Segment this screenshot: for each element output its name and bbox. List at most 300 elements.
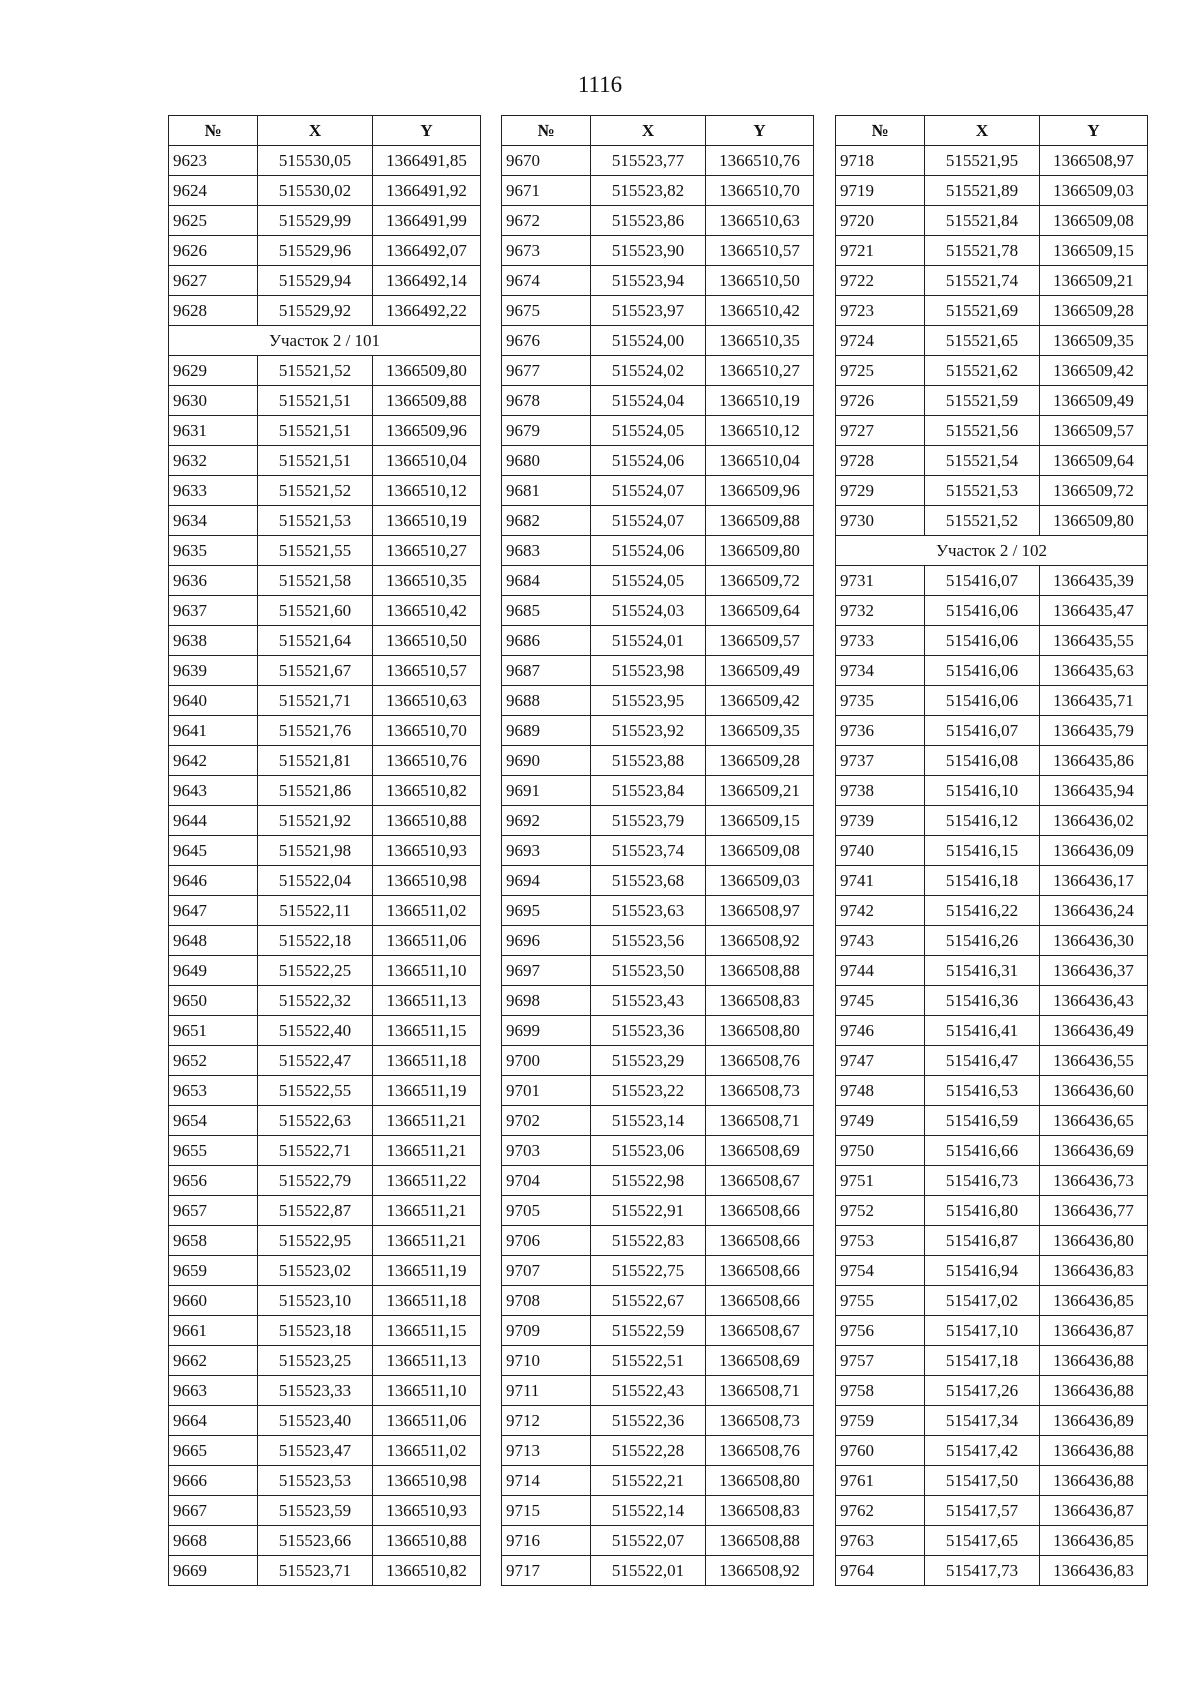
table-row	[169, 1316, 481, 1346]
table-row	[502, 1046, 814, 1076]
table-row	[169, 626, 481, 656]
y-coordinate-cell: 1366510,50	[706, 266, 814, 296]
point-number-cell: 9707	[502, 1256, 591, 1286]
x-coordinate-cell: 515522,55	[258, 1076, 373, 1106]
x-coordinate-cell: 515521,71	[258, 686, 373, 716]
point-number-cell: 9638	[169, 626, 258, 656]
y-coordinate-cell: 1366508,80	[706, 1466, 814, 1496]
point-number-cell: 9680	[502, 446, 591, 476]
y-coordinate-cell: 1366436,49	[1040, 1016, 1148, 1046]
point-number-cell: 9681	[502, 476, 591, 506]
point-number-cell: 9728	[836, 446, 925, 476]
x-coordinate-cell: 515524,04	[591, 386, 706, 416]
x-coordinate-cell: 515523,53	[258, 1466, 373, 1496]
point-number-cell: 9661	[169, 1316, 258, 1346]
point-number-cell: 9762	[836, 1496, 925, 1526]
y-coordinate-cell: 1366435,39	[1040, 566, 1148, 596]
y-coordinate-cell: 1366508,76	[706, 1436, 814, 1466]
y-coordinate-cell: 1366508,80	[706, 1016, 814, 1046]
x-coordinate-cell: 515417,26	[925, 1376, 1040, 1406]
point-number-cell: 9760	[836, 1436, 925, 1466]
x-coordinate-cell: 515522,28	[591, 1436, 706, 1466]
point-number-cell: 9666	[169, 1466, 258, 1496]
point-number-cell: 9636	[169, 566, 258, 596]
y-coordinate-cell: 1366509,64	[706, 596, 814, 626]
table-row	[169, 416, 481, 446]
point-number-cell: 9714	[502, 1466, 591, 1496]
table-row	[169, 746, 481, 776]
table-row	[502, 986, 814, 1016]
point-number-cell: 9694	[502, 866, 591, 896]
y-coordinate-cell: 1366511,06	[373, 926, 481, 956]
point-number-cell: 9642	[169, 746, 258, 776]
x-coordinate-cell: 515523,71	[258, 1556, 373, 1586]
x-coordinate-cell: 515521,53	[258, 506, 373, 536]
point-number-cell: 9667	[169, 1496, 258, 1526]
point-number-cell: 9627	[169, 266, 258, 296]
x-coordinate-cell: 515521,78	[925, 236, 1040, 266]
y-coordinate-cell: 1366510,12	[373, 476, 481, 506]
x-coordinate-cell: 515522,04	[258, 866, 373, 896]
y-coordinate-cell: 1366510,19	[373, 506, 481, 536]
point-number-cell: 9639	[169, 656, 258, 686]
y-coordinate-cell: 1366508,97	[706, 896, 814, 926]
table-row	[836, 716, 1148, 746]
x-coordinate-cell: 515522,79	[258, 1166, 373, 1196]
y-coordinate-cell: 1366511,21	[373, 1136, 481, 1166]
point-number-cell: 9655	[169, 1136, 258, 1166]
y-coordinate-cell: 1366508,66	[706, 1286, 814, 1316]
y-coordinate-cell: 1366436,09	[1040, 836, 1148, 866]
point-number-cell: 9686	[502, 626, 591, 656]
table-row	[502, 1016, 814, 1046]
point-number-cell: 9709	[502, 1316, 591, 1346]
y-coordinate-cell: 1366436,65	[1040, 1106, 1148, 1136]
coordinate-table-2	[501, 115, 814, 1586]
table-row	[502, 1166, 814, 1196]
y-coordinate-cell: 1366509,57	[1040, 416, 1148, 446]
x-coordinate-cell: 515522,43	[591, 1376, 706, 1406]
table-row	[502, 326, 814, 356]
y-coordinate-cell: 1366436,88	[1040, 1346, 1148, 1376]
point-number-cell: 9764	[836, 1556, 925, 1586]
point-number-cell: 9742	[836, 896, 925, 926]
table-row	[169, 1136, 481, 1166]
y-coordinate-cell: 1366436,83	[1040, 1256, 1148, 1286]
point-number-cell: 9631	[169, 416, 258, 446]
x-coordinate-cell: 515524,01	[591, 626, 706, 656]
table-row	[169, 776, 481, 806]
table-row	[502, 596, 814, 626]
point-number-cell: 9671	[502, 176, 591, 206]
point-number-cell: 9685	[502, 596, 591, 626]
y-coordinate-cell: 1366511,19	[373, 1076, 481, 1106]
table-row	[169, 1526, 481, 1556]
point-number-cell: 9695	[502, 896, 591, 926]
point-number-cell: 9663	[169, 1376, 258, 1406]
header-y: Y	[706, 116, 814, 146]
point-number-cell: 9705	[502, 1196, 591, 1226]
x-coordinate-cell: 515524,02	[591, 356, 706, 386]
x-coordinate-cell: 515521,65	[925, 326, 1040, 356]
y-coordinate-cell: 1366510,57	[373, 656, 481, 686]
y-coordinate-cell: 1366510,82	[373, 776, 481, 806]
x-coordinate-cell: 515524,05	[591, 416, 706, 446]
x-coordinate-cell: 515524,07	[591, 506, 706, 536]
x-coordinate-cell: 515521,56	[925, 416, 1040, 446]
point-number-cell: 9699	[502, 1016, 591, 1046]
y-coordinate-cell: 1366509,03	[706, 866, 814, 896]
y-coordinate-cell: 1366509,15	[1040, 236, 1148, 266]
point-number-cell: 9736	[836, 716, 925, 746]
y-coordinate-cell: 1366508,71	[706, 1106, 814, 1136]
point-number-cell: 9660	[169, 1286, 258, 1316]
table-row	[836, 1406, 1148, 1436]
y-coordinate-cell: 1366511,18	[373, 1286, 481, 1316]
x-coordinate-cell: 515523,36	[591, 1016, 706, 1046]
table-row	[836, 386, 1148, 416]
x-coordinate-cell: 515522,95	[258, 1226, 373, 1256]
table-row	[502, 746, 814, 776]
x-coordinate-cell: 515416,06	[925, 626, 1040, 656]
table-row	[169, 146, 481, 176]
y-coordinate-cell: 1366510,19	[706, 386, 814, 416]
point-number-cell: 9735	[836, 686, 925, 716]
point-number-cell: 9623	[169, 146, 258, 176]
y-coordinate-cell: 1366510,70	[706, 176, 814, 206]
x-coordinate-cell: 515523,92	[591, 716, 706, 746]
point-number-cell: 9732	[836, 596, 925, 626]
table-row	[502, 806, 814, 836]
y-coordinate-cell: 1366510,98	[373, 866, 481, 896]
x-coordinate-cell: 515523,84	[591, 776, 706, 806]
x-coordinate-cell: 515523,47	[258, 1436, 373, 1466]
table-row	[502, 566, 814, 596]
table-row	[169, 1046, 481, 1076]
x-coordinate-cell: 515523,18	[258, 1316, 373, 1346]
point-number-cell: 9754	[836, 1256, 925, 1286]
x-coordinate-cell: 515522,59	[591, 1316, 706, 1346]
x-coordinate-cell: 515522,67	[591, 1286, 706, 1316]
y-coordinate-cell: 1366511,10	[373, 956, 481, 986]
point-number-cell: 9701	[502, 1076, 591, 1106]
table-row	[836, 326, 1148, 356]
point-number-cell: 9718	[836, 146, 925, 176]
point-number-cell: 9720	[836, 206, 925, 236]
table-row	[169, 1106, 481, 1136]
y-coordinate-cell: 1366435,94	[1040, 776, 1148, 806]
point-number-cell: 9693	[502, 836, 591, 866]
y-coordinate-cell: 1366509,96	[706, 476, 814, 506]
x-coordinate-cell: 515523,66	[258, 1526, 373, 1556]
point-number-cell: 9708	[502, 1286, 591, 1316]
y-coordinate-cell: 1366509,80	[706, 536, 814, 566]
y-coordinate-cell: 1366510,98	[373, 1466, 481, 1496]
table-row	[169, 716, 481, 746]
table-row	[836, 1466, 1148, 1496]
x-coordinate-cell: 515523,50	[591, 956, 706, 986]
point-number-cell: 9759	[836, 1406, 925, 1436]
y-coordinate-cell: 1366511,10	[373, 1376, 481, 1406]
table-row	[502, 356, 814, 386]
table-row	[169, 1286, 481, 1316]
point-number-cell: 9659	[169, 1256, 258, 1286]
x-coordinate-cell: 515524,06	[591, 536, 706, 566]
y-coordinate-cell: 1366435,63	[1040, 656, 1148, 686]
x-coordinate-cell: 515521,98	[258, 836, 373, 866]
y-coordinate-cell: 1366510,82	[373, 1556, 481, 1586]
x-coordinate-cell: 515416,06	[925, 596, 1040, 626]
y-coordinate-cell: 1366508,66	[706, 1196, 814, 1226]
x-coordinate-cell: 515522,25	[258, 956, 373, 986]
table-row	[502, 836, 814, 866]
table-row	[169, 566, 481, 596]
x-coordinate-cell: 515521,52	[258, 356, 373, 386]
point-number-cell: 9713	[502, 1436, 591, 1466]
y-coordinate-cell: 1366511,06	[373, 1406, 481, 1436]
table-header-row	[169, 116, 481, 146]
x-coordinate-cell: 515522,18	[258, 926, 373, 956]
table-row	[502, 1496, 814, 1526]
x-coordinate-cell: 515523,68	[591, 866, 706, 896]
point-number-cell: 9717	[502, 1556, 591, 1586]
section-title: Участок 2 / 102	[836, 536, 1148, 566]
table-row	[169, 1556, 481, 1586]
point-number-cell: 9715	[502, 1496, 591, 1526]
point-number-cell: 9633	[169, 476, 258, 506]
point-number-cell: 9640	[169, 686, 258, 716]
table-row	[836, 626, 1148, 656]
point-number-cell: 9649	[169, 956, 258, 986]
x-coordinate-cell: 515523,56	[591, 926, 706, 956]
point-number-cell: 9700	[502, 1046, 591, 1076]
point-number-cell: 9637	[169, 596, 258, 626]
table-row	[836, 1496, 1148, 1526]
point-number-cell: 9750	[836, 1136, 925, 1166]
header-x: X	[591, 116, 706, 146]
table-row	[169, 1226, 481, 1256]
x-coordinate-cell: 515523,25	[258, 1346, 373, 1376]
point-number-cell: 9748	[836, 1076, 925, 1106]
y-coordinate-cell: 1366510,27	[373, 536, 481, 566]
y-coordinate-cell: 1366508,92	[706, 1556, 814, 1586]
table-row	[502, 896, 814, 926]
point-number-cell: 9656	[169, 1166, 258, 1196]
table-row	[169, 1346, 481, 1376]
y-coordinate-cell: 1366510,50	[373, 626, 481, 656]
x-coordinate-cell: 515523,74	[591, 836, 706, 866]
table-row	[169, 1406, 481, 1436]
table-row	[502, 1286, 814, 1316]
y-coordinate-cell: 1366511,02	[373, 1436, 481, 1466]
point-number-cell: 9763	[836, 1526, 925, 1556]
x-coordinate-cell: 515530,05	[258, 146, 373, 176]
table-row	[836, 1256, 1148, 1286]
table-row	[836, 1346, 1148, 1376]
point-number-cell: 9687	[502, 656, 591, 686]
x-coordinate-cell: 515417,57	[925, 1496, 1040, 1526]
x-coordinate-cell: 515523,33	[258, 1376, 373, 1406]
y-coordinate-cell: 1366509,49	[706, 656, 814, 686]
x-coordinate-cell: 515523,94	[591, 266, 706, 296]
y-coordinate-cell: 1366510,04	[706, 446, 814, 476]
x-coordinate-cell: 515523,95	[591, 686, 706, 716]
point-number-cell: 9749	[836, 1106, 925, 1136]
x-coordinate-cell: 515523,43	[591, 986, 706, 1016]
table-row	[836, 1286, 1148, 1316]
point-number-cell: 9647	[169, 896, 258, 926]
y-coordinate-cell: 1366508,66	[706, 1256, 814, 1286]
x-coordinate-cell: 515522,36	[591, 1406, 706, 1436]
table-row	[836, 896, 1148, 926]
table-row	[836, 1226, 1148, 1256]
y-coordinate-cell: 1366511,13	[373, 986, 481, 1016]
y-coordinate-cell: 1366511,21	[373, 1196, 481, 1226]
x-coordinate-cell: 515523,40	[258, 1406, 373, 1436]
table-row	[502, 176, 814, 206]
y-coordinate-cell: 1366509,08	[706, 836, 814, 866]
x-coordinate-cell: 515417,42	[925, 1436, 1040, 1466]
x-coordinate-cell: 515522,32	[258, 986, 373, 1016]
header-y: Y	[1040, 116, 1148, 146]
x-coordinate-cell: 515416,07	[925, 566, 1040, 596]
y-coordinate-cell: 1366436,17	[1040, 866, 1148, 896]
point-number-cell: 9645	[169, 836, 258, 866]
x-coordinate-cell: 515523,29	[591, 1046, 706, 1076]
point-number-cell: 9689	[502, 716, 591, 746]
table-row	[169, 1466, 481, 1496]
table-row	[836, 236, 1148, 266]
point-number-cell: 9672	[502, 206, 591, 236]
table-row	[836, 1196, 1148, 1226]
point-number-cell: 9658	[169, 1226, 258, 1256]
table-row	[169, 956, 481, 986]
y-coordinate-cell: 1366436,02	[1040, 806, 1148, 836]
table-row	[169, 176, 481, 206]
table-row	[836, 866, 1148, 896]
x-coordinate-cell: 515523,22	[591, 1076, 706, 1106]
table-row	[502, 1346, 814, 1376]
table-row	[169, 1496, 481, 1526]
point-number-cell: 9741	[836, 866, 925, 896]
y-coordinate-cell: 1366436,88	[1040, 1466, 1148, 1496]
table-row	[836, 506, 1148, 536]
x-coordinate-cell: 515529,99	[258, 206, 373, 236]
point-number-cell: 9744	[836, 956, 925, 986]
x-coordinate-cell: 515522,63	[258, 1106, 373, 1136]
point-number-cell: 9712	[502, 1406, 591, 1436]
y-coordinate-cell: 1366508,76	[706, 1046, 814, 1076]
point-number-cell: 9654	[169, 1106, 258, 1136]
y-coordinate-cell: 1366508,73	[706, 1406, 814, 1436]
point-number-cell: 9745	[836, 986, 925, 1016]
table-row	[836, 1106, 1148, 1136]
x-coordinate-cell: 515524,03	[591, 596, 706, 626]
y-coordinate-cell: 1366436,69	[1040, 1136, 1148, 1166]
point-number-cell: 9662	[169, 1346, 258, 1376]
y-coordinate-cell: 1366510,27	[706, 356, 814, 386]
y-coordinate-cell: 1366491,85	[373, 146, 481, 176]
x-coordinate-cell: 515416,10	[925, 776, 1040, 806]
x-coordinate-cell: 515416,41	[925, 1016, 1040, 1046]
point-number-cell: 9755	[836, 1286, 925, 1316]
table-row	[836, 1316, 1148, 1346]
y-coordinate-cell: 1366508,67	[706, 1316, 814, 1346]
table-row	[836, 266, 1148, 296]
x-coordinate-cell: 515522,71	[258, 1136, 373, 1166]
point-number-cell: 9738	[836, 776, 925, 806]
x-coordinate-cell: 515523,79	[591, 806, 706, 836]
x-coordinate-cell: 515416,08	[925, 746, 1040, 776]
x-coordinate-cell: 515524,05	[591, 566, 706, 596]
y-coordinate-cell: 1366436,87	[1040, 1496, 1148, 1526]
point-number-cell: 9719	[836, 176, 925, 206]
x-coordinate-cell: 515521,51	[258, 416, 373, 446]
point-number-cell: 9670	[502, 146, 591, 176]
y-coordinate-cell: 1366436,85	[1040, 1526, 1148, 1556]
table-row	[502, 146, 814, 176]
point-number-cell: 9696	[502, 926, 591, 956]
point-number-cell: 9739	[836, 806, 925, 836]
y-coordinate-cell: 1366511,18	[373, 1046, 481, 1076]
y-coordinate-cell: 1366436,73	[1040, 1166, 1148, 1196]
x-coordinate-cell: 515416,26	[925, 926, 1040, 956]
y-coordinate-cell: 1366511,02	[373, 896, 481, 926]
point-number-cell: 9653	[169, 1076, 258, 1106]
header-x: X	[925, 116, 1040, 146]
point-number-cell: 9722	[836, 266, 925, 296]
point-number-cell: 9644	[169, 806, 258, 836]
table-row	[502, 1466, 814, 1496]
y-coordinate-cell: 1366509,28	[1040, 296, 1148, 326]
table-header-row	[502, 116, 814, 146]
y-coordinate-cell: 1366510,42	[706, 296, 814, 326]
point-number-cell: 9733	[836, 626, 925, 656]
coordinate-table-1	[168, 115, 481, 1586]
point-number-cell: 9734	[836, 656, 925, 686]
point-number-cell: 9682	[502, 506, 591, 536]
header-number: №	[169, 116, 258, 146]
x-coordinate-cell: 515416,18	[925, 866, 1040, 896]
point-number-cell: 9731	[836, 566, 925, 596]
point-number-cell: 9743	[836, 926, 925, 956]
x-coordinate-cell: 515416,12	[925, 806, 1040, 836]
point-number-cell: 9678	[502, 386, 591, 416]
y-coordinate-cell: 1366511,13	[373, 1346, 481, 1376]
table-row	[836, 1016, 1148, 1046]
table-row	[836, 1076, 1148, 1106]
table-row	[502, 1376, 814, 1406]
x-coordinate-cell: 515522,01	[591, 1556, 706, 1586]
x-coordinate-cell: 515523,90	[591, 236, 706, 266]
table-row	[836, 956, 1148, 986]
x-coordinate-cell: 515521,89	[925, 176, 1040, 206]
table-row	[502, 1256, 814, 1286]
table-row	[502, 686, 814, 716]
y-coordinate-cell: 1366511,22	[373, 1166, 481, 1196]
point-number-cell: 9753	[836, 1226, 925, 1256]
x-coordinate-cell: 515416,53	[925, 1076, 1040, 1106]
table-row	[169, 896, 481, 926]
y-coordinate-cell: 1366508,71	[706, 1376, 814, 1406]
point-number-cell: 9697	[502, 956, 591, 986]
table-row	[502, 1196, 814, 1226]
point-number-cell: 9650	[169, 986, 258, 1016]
table-row	[502, 1556, 814, 1586]
point-number-cell: 9628	[169, 296, 258, 326]
table-row	[502, 866, 814, 896]
y-coordinate-cell: 1366508,69	[706, 1136, 814, 1166]
